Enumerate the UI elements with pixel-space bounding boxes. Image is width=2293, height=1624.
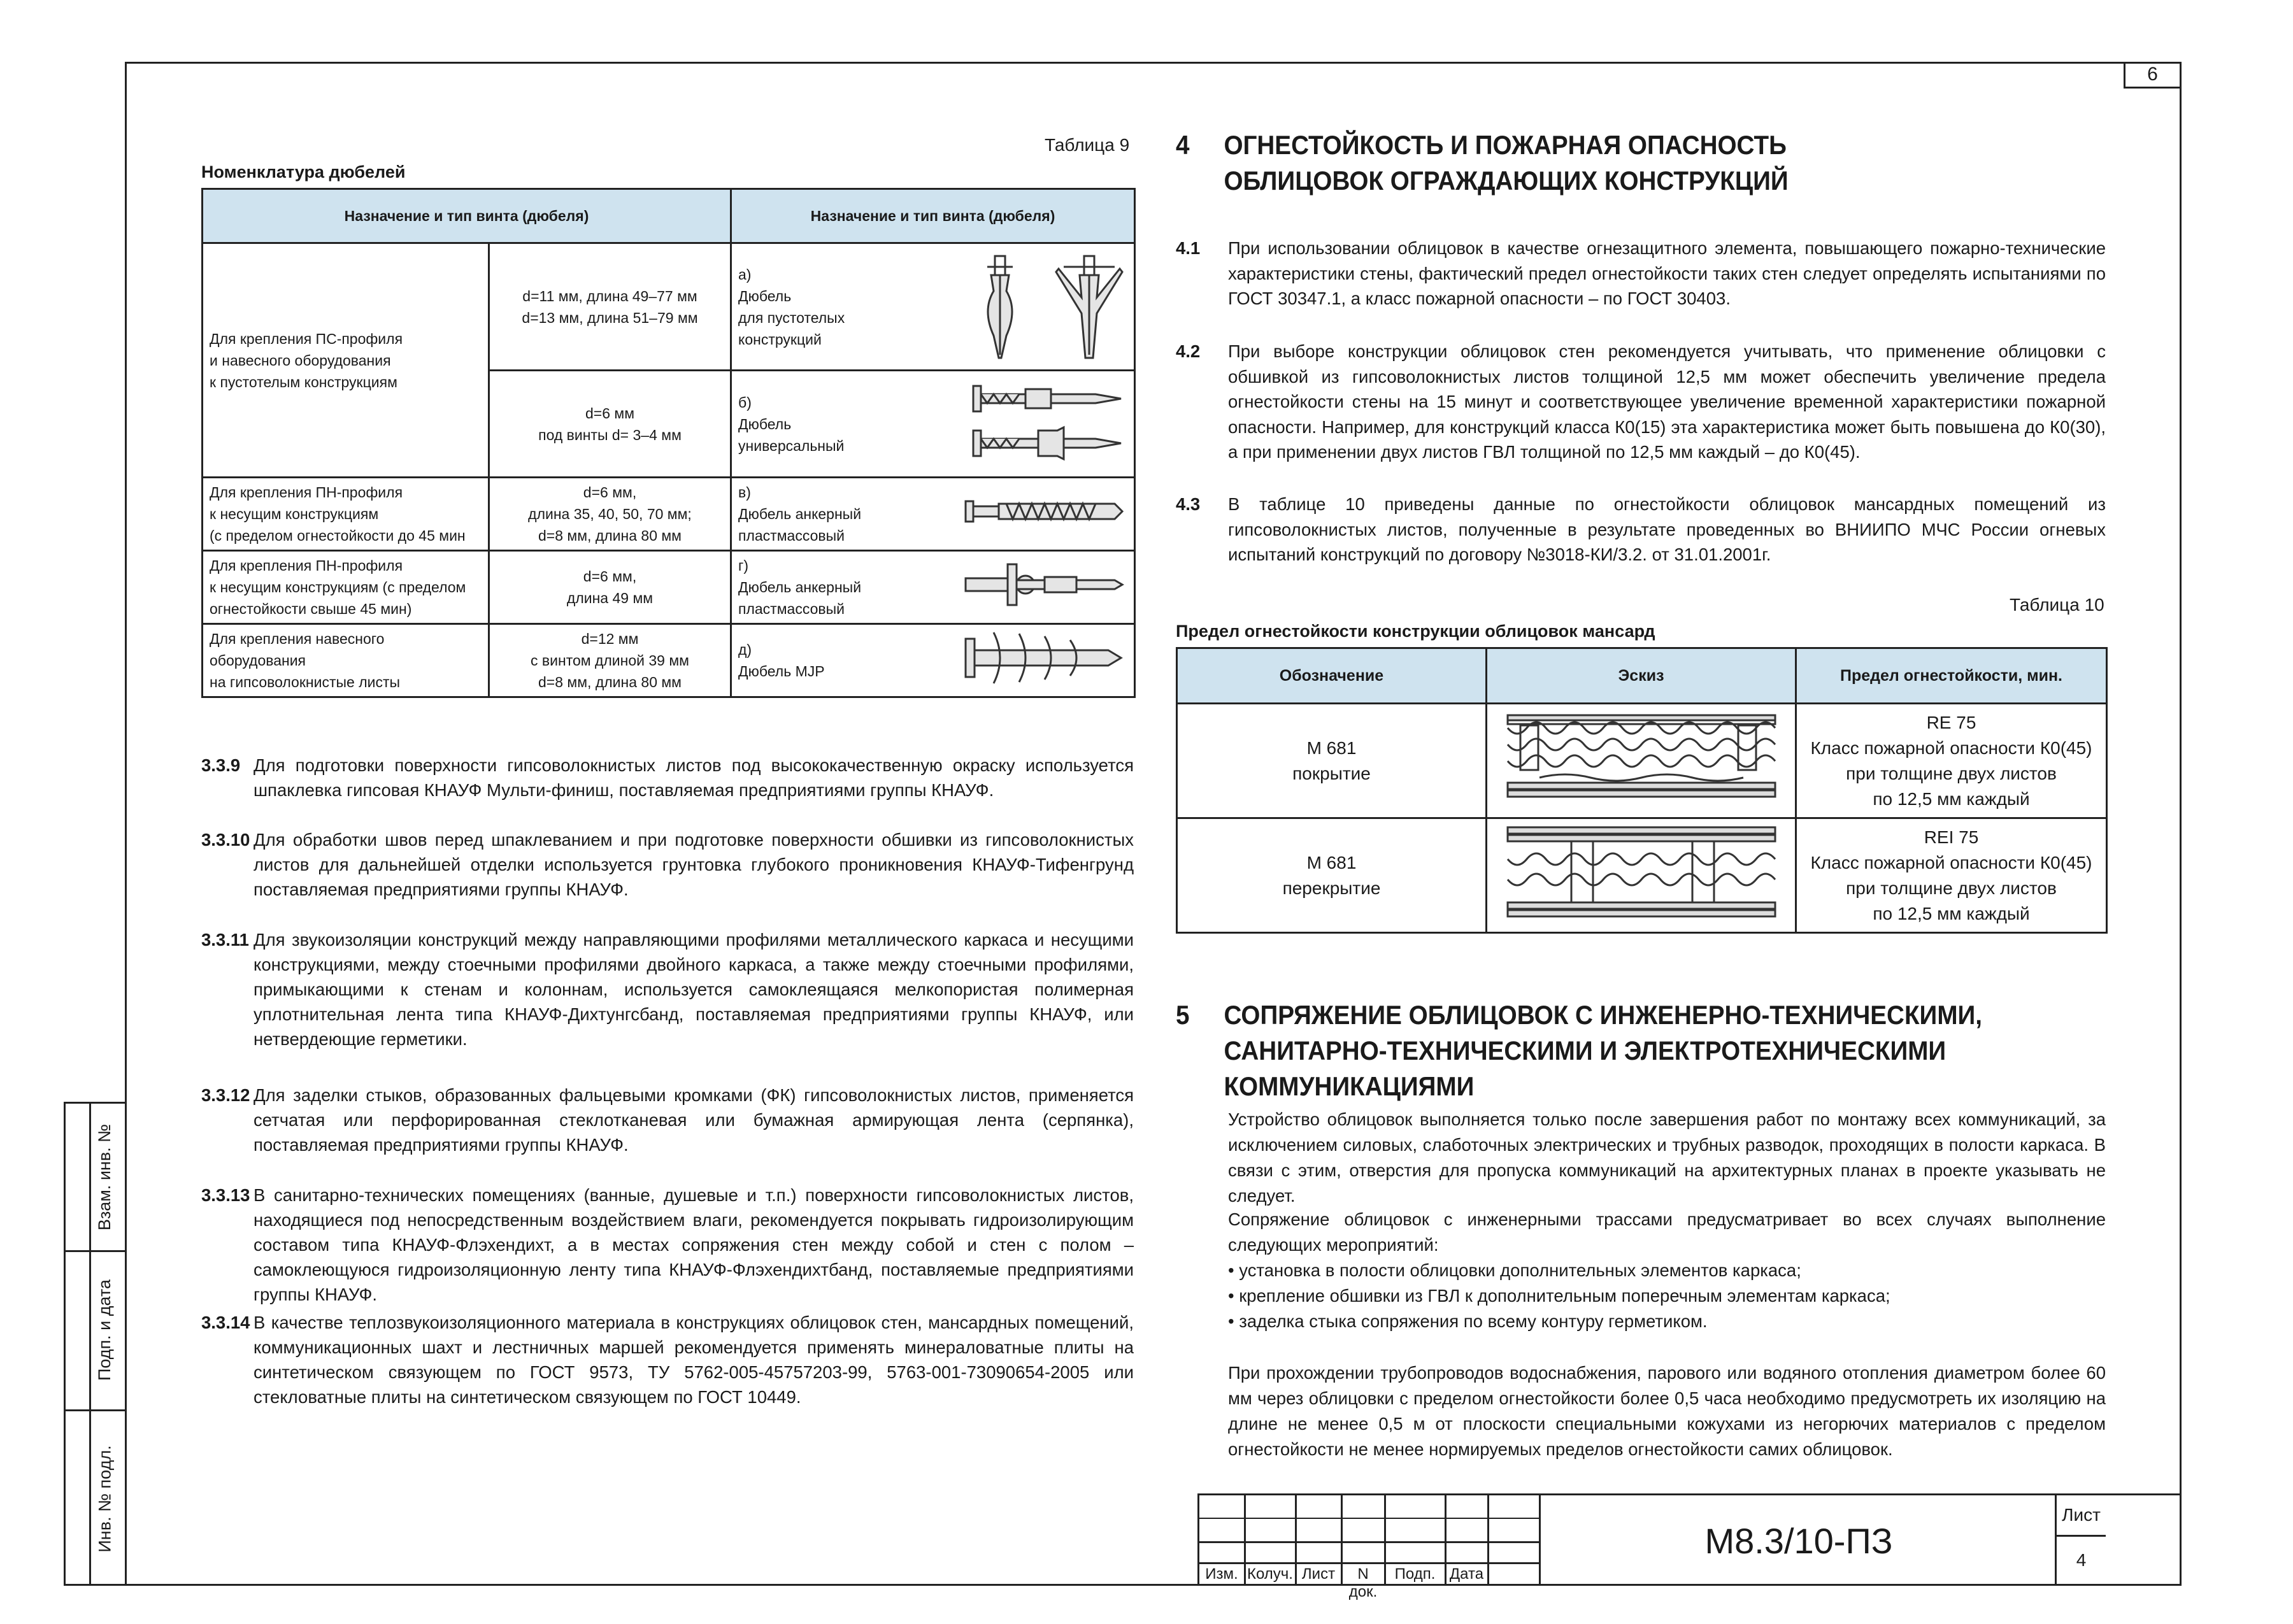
table9-title: Номенклатура дюбелей: [201, 162, 406, 182]
floor-section-sketch: [1487, 818, 1796, 933]
table9-header-row: [203, 189, 1135, 243]
table9-type-4: г) Дюбель анкерный пластмассовый: [731, 551, 1135, 624]
table9: [201, 188, 1136, 698]
table9-size-5: d=12 мм с винтом длиной 39 мм d=8 мм, длина 80 мм: [489, 624, 731, 697]
sheet-box: [2055, 1495, 2106, 1586]
clause-4-3: 4.3 В таблице 10 приведены данные по огнестойкости облицовок мансардных помещений из гипсоволокнистых листов, полученные в результате проведенных во ВНИИПО МЧС России огневых испытаний конструкций по договору №3018-КИ/3.2. от 31.01.2001г.: [1176, 494, 2106, 564]
table10-header-limit: Предел огнестойкости, мин.: [1796, 648, 2107, 704]
table9-type-2: б) Дюбель универсальный: [731, 371, 1135, 478]
table10-designation-1: М 681 покрытие: [1177, 704, 1487, 818]
document-code: М8.3/10-ПЗ: [1539, 1495, 2057, 1586]
universal-dowel-icon: [968, 376, 1127, 471]
roof-section-sketch: [1487, 704, 1796, 818]
nail-dowel-icon: [962, 559, 1127, 616]
table10-caption: Таблица 10: [2010, 595, 2104, 615]
sheet-label: Лист: [2057, 1495, 2106, 1537]
table9-header-1: Назначение и тип винта (дюбеля): [203, 189, 731, 243]
section5-heading: 5 СОПРЯЖЕНИЕ ОБЛИЦОВОК С ИНЖЕНЕРНО-ТЕХНИЧЕСКИМИ, САНИТАРНО-ТЕХНИЧЕСКИМИ И ЭЛЕКТРОТЕХНИЧЕСКИМИ КОММУНИКАЦИЯМИ: [1176, 1000, 1983, 1101]
table9-size-3: d=6 мм, длина 35, 40, 50, 70 мм; d=8 мм, длина 80 мм: [489, 478, 731, 551]
clause-3-3-10: 3.3.10 Для обработки швов перед шпаклеванием и при подготовке поверхности обшивки из гипсоволокнистых листов для дальнейшей отделки используется грунтовка глубокого проникновения КНАУФ-Тифенгрунд поставляемая предприятиями группы КНАУФ.: [201, 830, 1134, 899]
clause-4-1: 4.1 При использовании облицовок в качестве огнезащитного элемента, повышающего пожарно-технические характеристики стены, фактический предел огнестойкости таких стен следует определять испытаниями по ГОСТ 30347.1, а класс пожарной опасности – по ГОСТ 30403.: [1176, 238, 2106, 308]
table10-limit-2: REI 75 Класс пожарной опасности К0(45) при толщине двух листов по 12,5 мм каждый: [1796, 818, 2107, 933]
table9-caption: Таблица 9: [1045, 135, 1130, 155]
clause-4-2: 4.2 При выборе конструкции облицовок стен рекомендуется учитывать, что применение облицовки с обшивкой из гипсоволокнистых листов толщиной 12,5 мм может обеспечить увеличение предела огнестойкости стены на 15 минут и соответствующее увеличение временной характеристики пожарной опасности. Например, для конструкций класса К0(15) эта характеристика может быть повышена до К0(30), а при применении двух листов ГВЛ толщиной по 12,5 мм каждый – до К0(45).: [1176, 341, 2106, 462]
table-row: [203, 624, 1135, 697]
title-block-label-date: Дата: [1449, 1565, 1484, 1583]
table-row: [203, 478, 1135, 551]
table9-type-3: в) Дюбель анкерный пластмассовый: [731, 478, 1135, 551]
clause-3-3-14: 3.3.14 В качестве теплозвукоизоляционного материала в конструкциях облицовок стен, мансардных помещений, коммуникационных шахт и лестничных маршей рекомендуется применять минераловатные плиты на синтетическом связующем по ГОСТ 9573, ТУ 5762-005-45757203-99, 5763-001-73090654-2005 или стекловатные плиты на синтетическом связующем по ГОСТ 10449.: [201, 1313, 1134, 1407]
title-block-label-change: Изм.: [1205, 1565, 1238, 1583]
section4-heading: 4 ОГНЕСТОЙКОСТЬ И ПОЖАРНАЯ ОПАСНОСТЬ ОБЛИЦОВОК ОГРАЖДАЮЩИХ КОНСТРУКЦИЙ: [1176, 130, 1789, 196]
title-block-label-doc: N док.: [1348, 1565, 1378, 1600]
table10: [1176, 647, 2108, 934]
title-block-label-sign: Подп.: [1394, 1565, 1436, 1583]
table-row: [1177, 818, 2107, 933]
mjp-dowel-icon: [962, 626, 1127, 695]
table9-purpose-4: Для крепления ПН-профиля к несущим конструкциям (с пределом огнестойкости свыше 45 мин): [203, 551, 489, 624]
clause-3-3-9: 3.3.9 Для подготовки поверхности гипсоволокнистых листов под высококачественную окраску используется шпаклевка гипсовая КНАУФ Мульти-финиш, поставляемая предприятиями группы КНАУФ.: [201, 755, 1134, 800]
table-row: [203, 243, 1135, 371]
stamp-label-sign-date: Подп. и дата: [95, 1279, 115, 1381]
section5-bullets: [1228, 1258, 2106, 1334]
revision-grid: [1199, 1495, 1539, 1600]
page-number: 6: [2124, 62, 2182, 89]
table9-purpose-5: Для крепления навесного оборудования на гипсоволокнистые листы: [203, 624, 489, 697]
list-item: • заделка стыка сопряжения по всему контуру герметиком.: [1228, 1311, 1708, 1331]
clause-3-3-13: 3.3.13 В санитарно-технических помещениях (ванные, душевые и т.п.) поверхности гипсоволокнистых листов, находящиеся под непосредственным воздействием влаги, рекомендуется покрывать гидроизолирующим составом типа КНАУФ-Флэхендихт, а в местах сопряжения стен между собой и стен с полом – самоклеющуюся гидроизоляционную ленту типа КНАУФ-Флэхендихтбанд, поставляемые предприятиями группы КНАУФ.: [201, 1185, 1134, 1304]
table10-title: Предел огнестойкости конструкции облицовок мансард: [1176, 622, 1655, 641]
table9-type-1: а) Дюбель для пустотелых конструкций: [731, 243, 1135, 371]
table9-header-2: Назначение и тип винта (дюбеля): [731, 189, 1135, 243]
list-item: • крепление обшивки из ГВЛ к дополнительным поперечным элементам каркаса;: [1228, 1286, 1890, 1306]
binding-stamp: [64, 1102, 127, 1586]
table10-limit-1: RE 75 Класс пожарной опасности К0(45) при толщине двух листов по 12,5 мм каждый: [1796, 704, 2107, 818]
anchor-dowel-icon: [962, 492, 1127, 536]
title-block-label-count: Колуч.: [1247, 1565, 1293, 1583]
section5-paragraph-2: Сопряжение облицовок с инженерными трассами предусматривает во всех случаях выполнение следующих мероприятий:: [1228, 1209, 2106, 1255]
section5-paragraph-1: Устройство облицовок выполняется только после завершения работ по монтажу всех коммуникаций, за исключением силовых, слаботочных электрических и трубных разводок, проходящих в полости каркаса. В связи с этим, отверстия для пропуска коммуникаций на архитектурных планах в проекте указывать не следует.: [1228, 1109, 2106, 1206]
table10-designation-2: М 681 перекрытие: [1177, 818, 1487, 933]
stamp-label-replaced-inv: Взам. инв. №: [95, 1123, 115, 1230]
table10-header-sketch: Эскиз: [1487, 648, 1796, 704]
clause-3-3-11: 3.3.11 Для звукоизоляции конструкций между направляющими профилями металлического каркаса и несущими конструкциями, между стоечными профилями двойного каркаса, а также между стоечными профилями, примыкающими к стенам и колоннам, используется самоклеящаяся мелкопористая полимерная уплотнительная лента типа КНАУФ-Дихтунгсбанд, поставляемая предприятиями группы КНАУФ, или нетвердеющие герметики.: [201, 930, 1134, 1049]
table9-size-4: d=6 мм, длина 49 мм: [489, 551, 731, 624]
table9-type-5: д) Дюбель MJP: [731, 624, 1135, 697]
table9-purpose-1: Для крепления ПС-профиля и навесного оборудования к пустотелым конструкциям: [203, 243, 489, 478]
table-row: [1177, 704, 2107, 818]
table9-purpose-3: Для крепления ПН-профиля к несущим конструкциям (с пределом огнестойкости до 45 мин: [203, 478, 489, 551]
stamp-label-original-inv: Инв. № подл.: [95, 1444, 115, 1553]
list-item: • установка в полости облицовки дополнительных элементов каркаса;: [1228, 1260, 1801, 1280]
table9-size-1: d=11 мм, длина 49–77 мм d=13 мм, длина 51–79 мм: [489, 243, 731, 371]
table9-size-2: d=6 мм под винты d= 3–4 мм: [489, 371, 731, 478]
table10-header-designation: Обозначение: [1177, 648, 1487, 704]
sheet-number: 4: [2076, 1550, 2087, 1570]
title-block-label-sheet: Лист: [1301, 1565, 1336, 1583]
table10-header-row: [1177, 648, 2107, 704]
title-block: [1197, 1493, 2182, 1600]
clause-3-3-12: 3.3.12 Для заделки стыков, образованных фальцевыми кромками (ФК) гипсоволокнистых листов, применяется сетчатая или перфорированная стеклотканевая или бумажная армирующая лента (серпянка), поставляемая предприятиями группы КНАУФ.: [201, 1085, 1134, 1155]
table-row: [203, 551, 1135, 624]
hollow-dowel-icon: [968, 253, 1127, 361]
section5-paragraph-3: При прохождении трубопроводов водоснабжения, парового или водяного отопления диаметром более 60 мм через облицовки с пределом огнестойкости более 0,5 часа необходимо предусмотреть их изоляцию на длине не менее 0,5 м от плоскости специальными кожухами из негорючих материалов с пределом огнестойкости не менее нормируемых пределов огнестойкости самих облицовок.: [1228, 1363, 2106, 1459]
